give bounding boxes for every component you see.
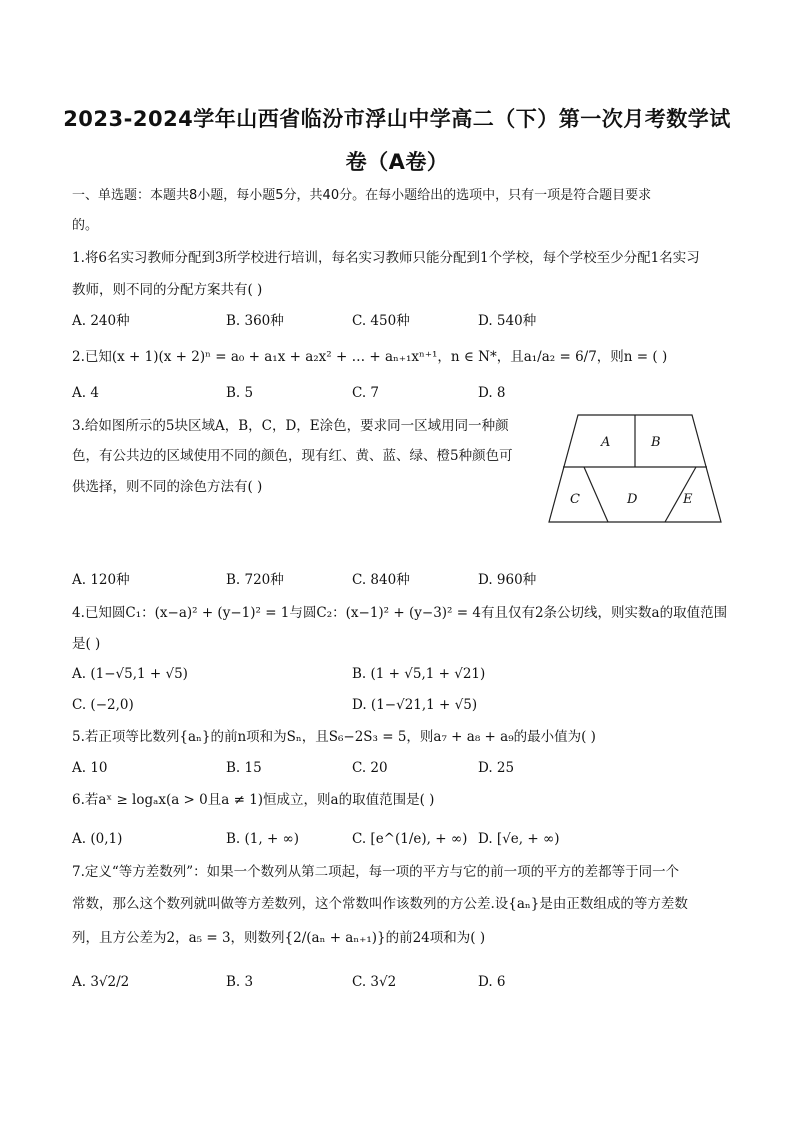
q5-option-a: A. 10	[72, 760, 108, 776]
q1-option-b: B. 360种	[226, 313, 284, 329]
q6-option-c: C. [e^(1/e), + ∞)	[352, 831, 468, 847]
exam-title-line2: 卷（A卷）	[345, 150, 449, 174]
q1-option-c: C. 450种	[352, 313, 410, 329]
region-label-b: B	[651, 435, 661, 450]
trapezoid-diagram	[548, 414, 722, 526]
section-intro-line1: 一、单选题：本题共8小题，每小题5分，共40分。在每小题给出的选项中，只有一项是符合题目要求	[72, 188, 652, 203]
q2-option-c: C. 7	[352, 385, 380, 401]
q2-stem: 2.已知(x + 1)(x + 2)ⁿ = a₀ + a₁x + a₂x² + … + aₙ₊₁xⁿ⁺¹，n ∈ N*，且a₁/a₂ = 6/7，则n = ( )	[72, 349, 668, 365]
q5-option-c: C. 20	[352, 760, 388, 776]
q5-option-d: D. 25	[478, 760, 515, 776]
exam-title-line1: 2023-2024学年山西省临汾市浮山中学高二（下）第一次月考数学试	[63, 107, 731, 131]
region-label-c: C	[570, 492, 580, 507]
q2-option-a: A. 4	[72, 385, 99, 401]
q3-option-d: D. 960种	[478, 572, 537, 588]
region-label-a: A	[601, 435, 611, 450]
q3-option-b: B. 720种	[226, 572, 284, 588]
q6-option-a: A. (0,1)	[72, 831, 123, 847]
q1-option-d: D. 540种	[478, 313, 537, 329]
q2-option-d: D. 8	[478, 385, 506, 401]
region-label-d: D	[627, 492, 638, 507]
q4-option-c: C. (−2,0)	[72, 697, 134, 713]
q7-option-c: C. 3√2	[352, 974, 397, 990]
q4-option-b: B. (1 + √5,1 + √21)	[352, 666, 486, 682]
q1-stem-line1: 1.将6名实习教师分配到3所学校进行培训，每名实习教师只能分配到1个学校，每个学校至少分配1名实习	[72, 250, 700, 266]
q6-stem: 6.若aˣ ≥ logₐx(a > 0且a ≠ 1)恒成立，则a的取值范围是( )	[72, 792, 435, 808]
q7-option-a: A. 3√2/2	[72, 974, 130, 990]
q3-option-a: A. 120种	[72, 572, 130, 588]
q7-stem-line2: 常数，那么这个数列就叫做等方差数列，这个常数叫作该数列的方公差.设{aₙ}是由正数组成的等方差数	[72, 896, 688, 912]
q4-option-a: A. (1−√5,1 + √5)	[72, 666, 188, 682]
q3-stem-line2: 色，有公共边的区域使用不同的颜色，现有红、黄、蓝、绿、橙5种颜色可	[72, 448, 513, 464]
q7-stem-line3: 列，且方公差为2，a₅ = 3，则数列{2/(aₙ + aₙ₊₁)}的前24项和为( )	[72, 930, 486, 946]
q5-option-b: B. 15	[226, 760, 262, 776]
q3-option-c: C. 840种	[352, 572, 410, 588]
region-coloring-figure	[548, 414, 722, 526]
q7-stem-line1: 7.定义“等方差数列”：如果一个数列从第二项起，每一项的平方与它的前一项的平方的差都等于同一个	[72, 864, 680, 880]
region-label-e: E	[683, 492, 693, 507]
q1-stem-line2: 教师，则不同的分配方案共有( )	[72, 282, 263, 298]
q6-option-d: D. [√e, + ∞)	[478, 831, 560, 847]
q3-stem-line1: 3.给如图所示的5块区域A，B，C，D，E涂色，要求同一区域用同一种颜	[72, 418, 509, 434]
q1-option-a: A. 240种	[72, 313, 130, 329]
q4-stem-line2: 是( )	[72, 636, 101, 652]
q3-stem-line3: 供选择，则不同的涂色方法有( )	[72, 479, 263, 495]
q6-option-b: B. (1, + ∞)	[226, 831, 300, 847]
section-intro-line2: 的。	[72, 218, 99, 233]
divider-cd	[584, 467, 608, 522]
q7-option-b: B. 3	[226, 974, 254, 990]
q4-stem-line1: 4.已知圆C₁：(x−a)² + (y−1)² = 1与圆C₂：(x−1)² + (y−3)² = 4有且仅有2条公切线，则实数a的取值范围	[72, 605, 728, 621]
q4-option-d: D. (1−√21,1 + √5)	[352, 697, 478, 713]
q7-option-d: D. 6	[478, 974, 506, 990]
q2-option-b: B. 5	[226, 385, 254, 401]
q5-stem: 5.若正项等比数列{aₙ}的前n项和为Sₙ，且S₆−2S₃ = 5，则a₇ + a₈ + a₉的最小值为( )	[72, 729, 596, 745]
